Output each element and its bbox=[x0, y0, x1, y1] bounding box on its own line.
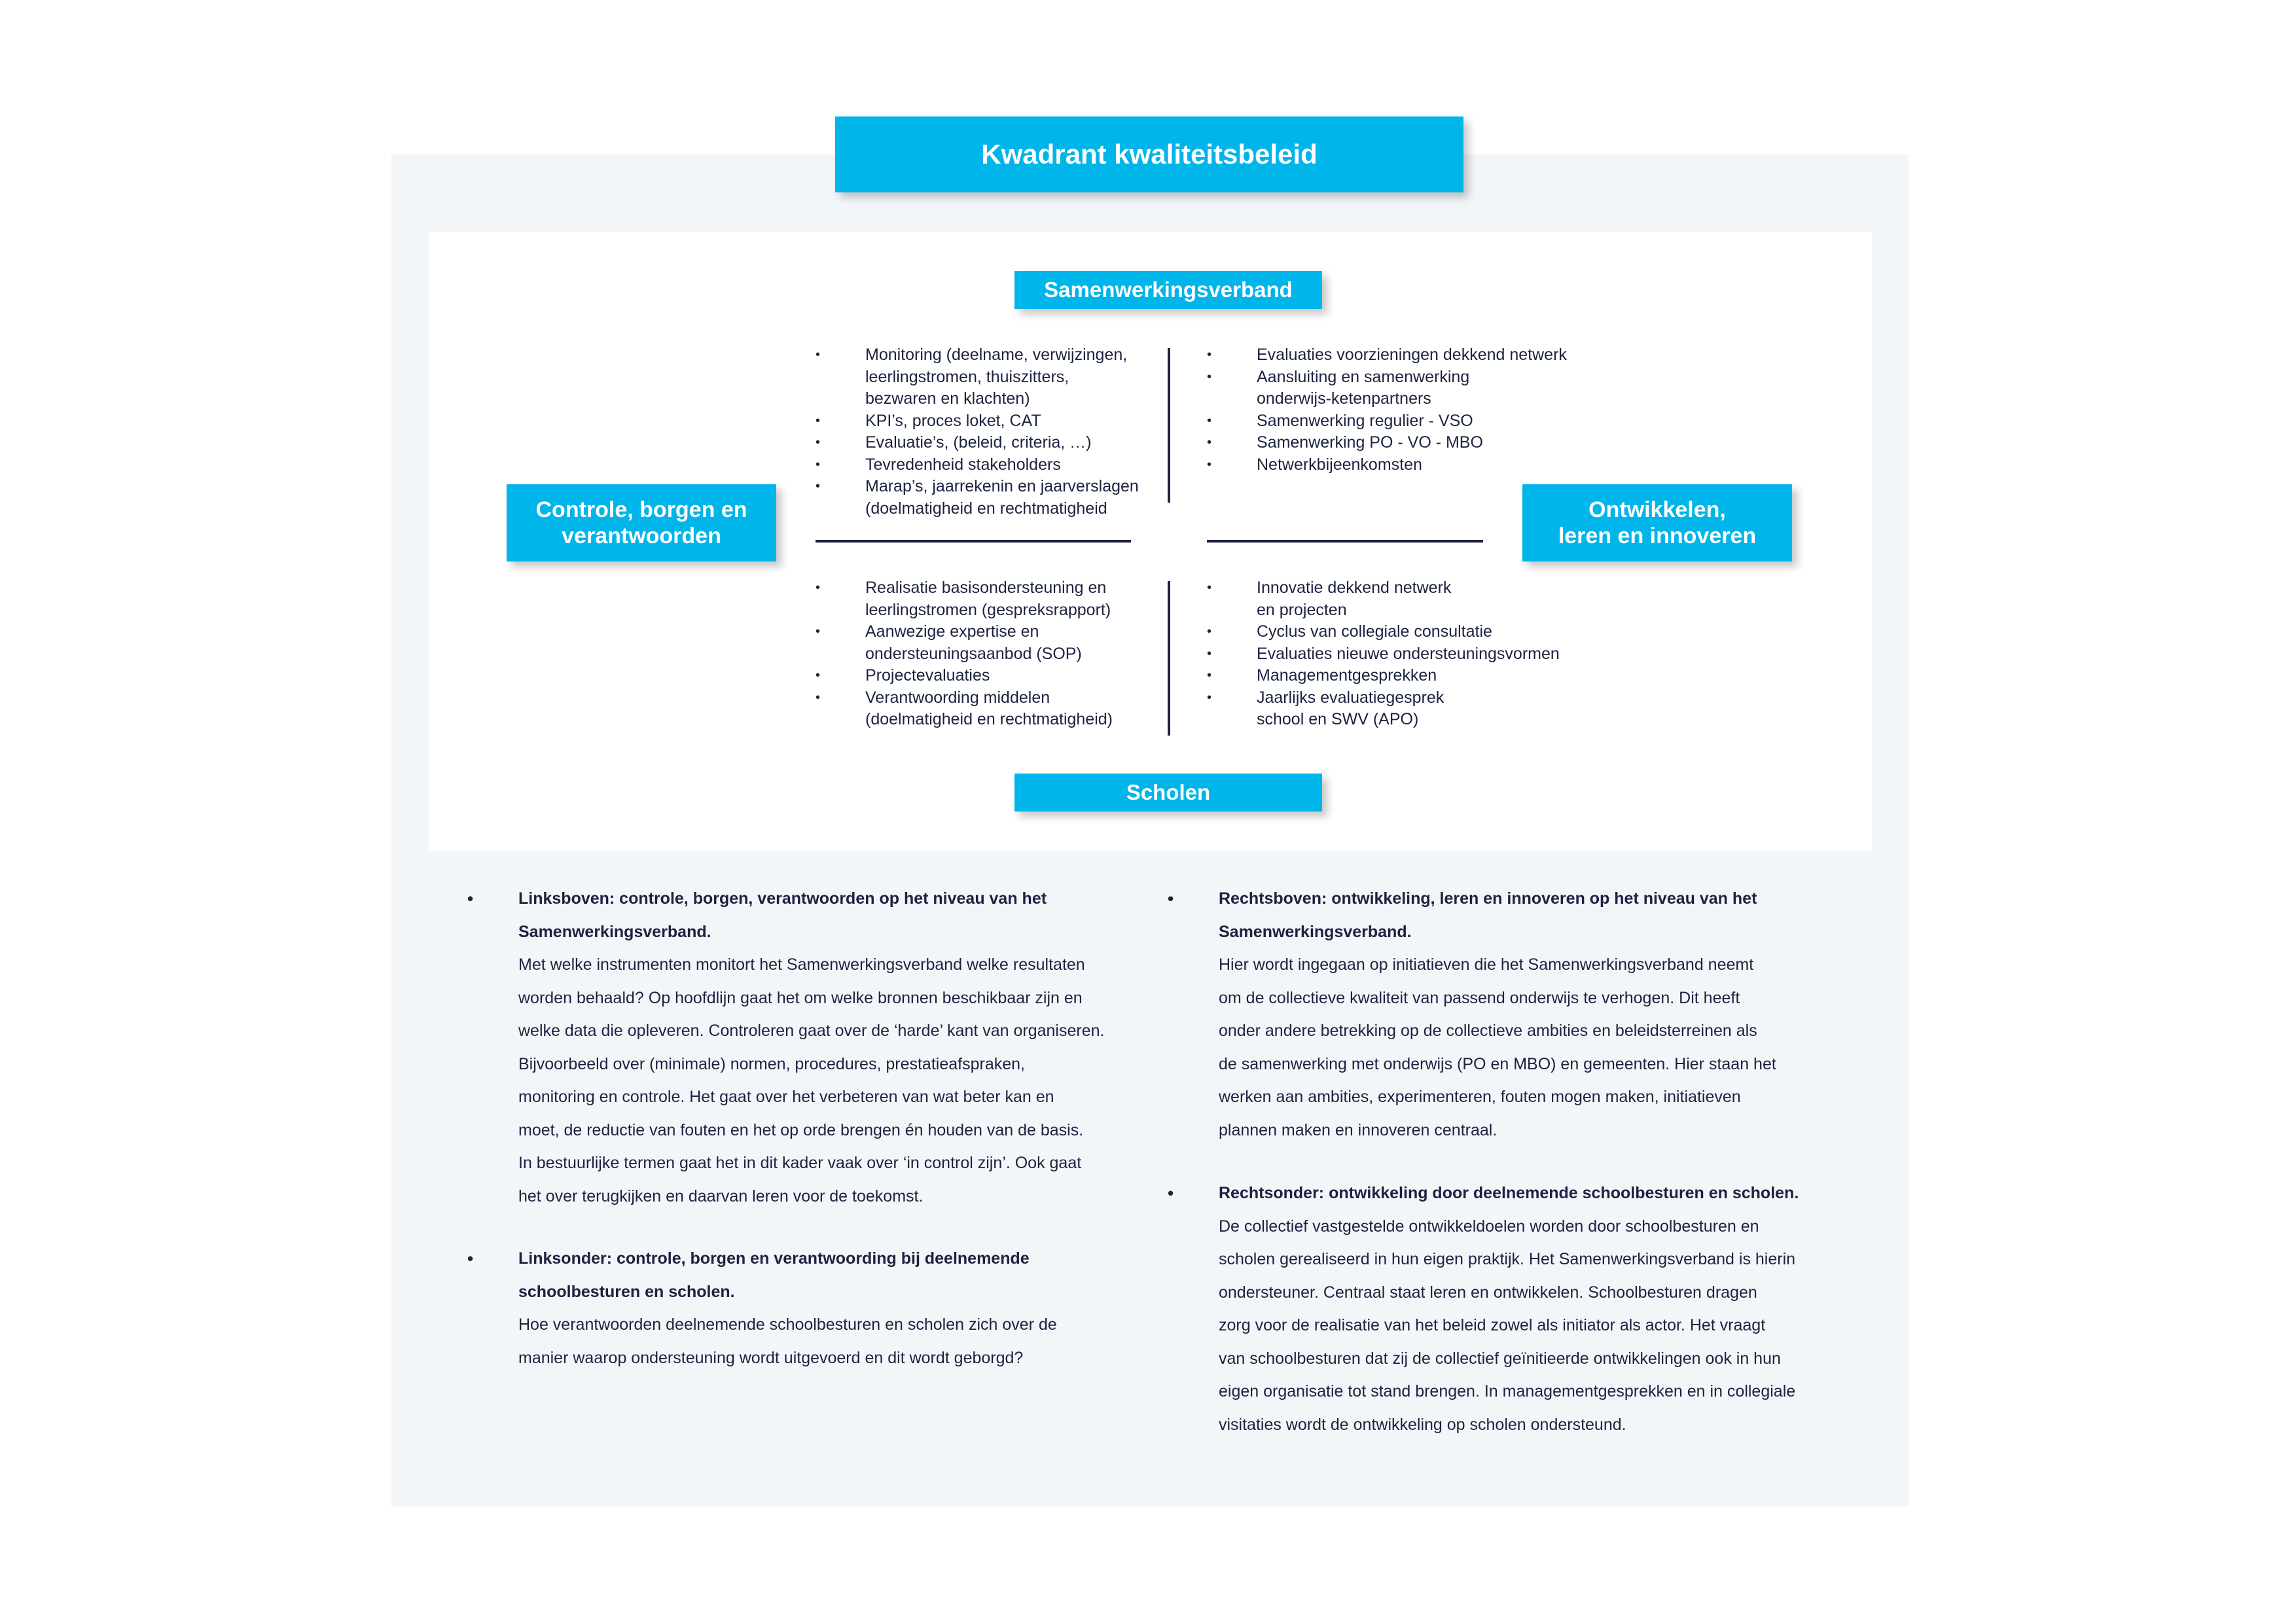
bullet-icon: • bbox=[1168, 1183, 1174, 1203]
list-item-text: • Projectevaluaties bbox=[865, 666, 990, 685]
list-item-text: • Cyclus van collegiale consultatie bbox=[1257, 622, 1492, 641]
list-item bbox=[1207, 410, 1626, 433]
description-text: onder andere betrekking op de collectieve ambities en beleidsterreinen als bbox=[1219, 1022, 1757, 1040]
description-text: Bijvoorbeeld over (minimale) normen, procedures, prestatieafspraken, bbox=[518, 1054, 1025, 1073]
list-item-text: • Samenwerking regulier - VSO bbox=[1257, 411, 1473, 430]
list-item-text: • Evaluaties voorzieningen dekkend netwerk bbox=[1257, 346, 1567, 364]
quadrant-bottom-right-list bbox=[1207, 577, 1626, 731]
divider-vertical-bottom bbox=[1168, 581, 1170, 736]
quadrant-top-left-list bbox=[816, 344, 1162, 520]
axis-label-bottom: Scholen bbox=[1014, 774, 1322, 812]
list-item-text: • Samenwerking PO - VO - MBO bbox=[1257, 433, 1483, 452]
description-text: moet, de reductie van fouten en het op orde brengen én houden van de basis. bbox=[518, 1120, 1084, 1139]
list-item-text: • Evaluatie’s, (beleid, criteria, …) bbox=[865, 433, 1092, 452]
list-item bbox=[1207, 432, 1626, 454]
list-item bbox=[816, 665, 1162, 687]
list-item-text: • Managementgesprekken bbox=[1257, 666, 1437, 685]
list-item bbox=[1207, 454, 1626, 476]
divider-horizontal-left bbox=[816, 540, 1131, 543]
axis-label-right-line: leren en innoveren bbox=[1558, 524, 1757, 548]
list-item-text: • Innovatie dekkend netwerk bbox=[1257, 579, 1452, 597]
bullet-icon: • bbox=[467, 889, 474, 908]
list-item bbox=[1207, 344, 1626, 366]
axis-label-left bbox=[507, 484, 776, 562]
list-item-text: • Aanwezige expertise en bbox=[865, 622, 1039, 641]
list-item bbox=[816, 577, 1162, 621]
list-item bbox=[1207, 621, 1626, 643]
bullet-icon: • bbox=[1168, 889, 1174, 908]
list-item bbox=[816, 476, 1162, 520]
divider-horizontal-right bbox=[1207, 540, 1483, 543]
list-item-text: • KPI’s, proces loket, CAT bbox=[865, 411, 1041, 430]
list-item-text: leerlingstromen (gespreksrapport) bbox=[865, 600, 1111, 619]
list-item-text: • Evaluaties nieuwe ondersteuningsvormen bbox=[1257, 644, 1560, 663]
list-item bbox=[1207, 366, 1626, 410]
axis-label-top: Samenwerkingsverband bbox=[1014, 271, 1322, 309]
list-item-text: leerlingstromen, thuiszitters, bbox=[865, 367, 1069, 386]
description-bottom-right bbox=[1168, 1177, 1880, 1441]
description-text: In bestuurlijke termen gaat het in dit kader vaak over ‘in control zijn’. Ook gaat bbox=[518, 1154, 1082, 1172]
bullet-icon: • bbox=[467, 1249, 474, 1268]
list-item bbox=[816, 454, 1162, 476]
description-heading: Samenwerkingsverband. bbox=[518, 922, 711, 941]
description-text: van schoolbesturen dat zij de collectief geïnitieerde ontwikkelingen ook in hun bbox=[1219, 1349, 1781, 1368]
list-item-text: school en SWV (APO) bbox=[1257, 710, 1419, 728]
description-text: de samenwerking met onderwijs (PO en MBO) en gemeenten. Hier staan het bbox=[1219, 1054, 1776, 1073]
page-title: Kwadrant kwaliteitsbeleid bbox=[835, 116, 1463, 192]
list-item-text: • Tevredenheid stakeholders bbox=[865, 455, 1061, 474]
list-item-text: • Realisatie basisondersteuning en bbox=[865, 579, 1107, 597]
description-heading: Rechtsonder: ontwikkeling door deelnemende schoolbesturen en scholen. bbox=[1219, 1184, 1799, 1202]
axis-label-right bbox=[1522, 484, 1792, 562]
list-item-text: en projecten bbox=[1257, 600, 1347, 619]
description-heading: Samenwerkingsverband. bbox=[1219, 922, 1412, 941]
quadrant-top-right-list bbox=[1207, 344, 1626, 476]
description-text: zorg voor de realisatie van het beleid zowel als initiator als actor. Het vraagt bbox=[1219, 1316, 1766, 1334]
divider-vertical-top bbox=[1168, 348, 1170, 503]
description-bottom-left bbox=[467, 1242, 1179, 1374]
list-item-text: • Verantwoording middelen bbox=[865, 688, 1050, 707]
list-item bbox=[816, 621, 1162, 665]
list-item bbox=[816, 432, 1162, 454]
description-text: het over terugkijken en daarvan leren voor de toekomst. bbox=[518, 1186, 924, 1205]
axis-label-left-line: verantwoorden bbox=[562, 524, 721, 548]
list-item bbox=[816, 344, 1162, 410]
description-heading: Rechtsboven: ontwikkeling, leren en innoveren op het niveau van het bbox=[1219, 889, 1757, 908]
list-item-text: (doelmatigheid en rechtmatigheid) bbox=[865, 710, 1113, 728]
list-item-text: ondersteuningsaanbod (SOP) bbox=[865, 644, 1082, 663]
list-item bbox=[1207, 643, 1626, 666]
description-top-right bbox=[1168, 882, 1880, 1147]
list-item-text: onderwijs-ketenpartners bbox=[1257, 389, 1431, 408]
list-item-text: • Monitoring (deelname, verwijzingen, bbox=[865, 346, 1128, 364]
list-item-text: • Jaarlijks evaluatiegesprek bbox=[1257, 688, 1444, 707]
description-text: worden behaald? Op hoofdlijn gaat het om welke bronnen beschikbaar zijn en bbox=[518, 988, 1083, 1007]
axis-label-right-line: Ontwikkelen, bbox=[1588, 497, 1726, 522]
description-text: om de collectieve kwaliteit van passend onderwijs te verhogen. Dit heeft bbox=[1219, 988, 1740, 1007]
description-text: werken aan ambities, experimenteren, fouten mogen maken, initiatieven bbox=[1219, 1088, 1741, 1106]
list-item-text: • Netwerkbijeenkomsten bbox=[1257, 455, 1422, 474]
description-text: visitaties wordt de ontwikkeling op scholen ondersteund. bbox=[1219, 1415, 1626, 1434]
description-text: ondersteuner. Centraal staat leren en ontwikkelen. Schoolbesturen dragen bbox=[1219, 1283, 1757, 1302]
list-item bbox=[1207, 577, 1626, 621]
description-text: eigen organisatie tot stand brengen. In managementgesprekken en in collegiale bbox=[1219, 1382, 1796, 1400]
quadrant-bottom-left-list bbox=[816, 577, 1162, 731]
list-item bbox=[1207, 687, 1626, 731]
list-item bbox=[816, 410, 1162, 433]
description-text: Met welke instrumenten monitort het Samenwerkingsverband welke resultaten bbox=[518, 955, 1085, 974]
list-item bbox=[1207, 665, 1626, 687]
description-heading: Linksonder: controle, borgen en verantwoording bij deelnemende bbox=[518, 1249, 1030, 1268]
description-text: plannen maken en innoveren centraal. bbox=[1219, 1120, 1498, 1139]
list-item-text: bezwaren en klachten) bbox=[865, 389, 1030, 408]
description-text: Hier wordt ingegaan op initiatieven die het Samenwerkingsverband neemt bbox=[1219, 955, 1754, 974]
description-text: De collectief vastgestelde ontwikkeldoelen worden door schoolbesturen en bbox=[1219, 1217, 1759, 1236]
description-heading: schoolbesturen en scholen. bbox=[518, 1282, 735, 1301]
description-text: scholen gerealiseerd in hun eigen praktijk. Het Samenwerkingsverband is hierin bbox=[1219, 1250, 1796, 1268]
description-text: manier waarop ondersteuning wordt uitgevoerd en dit wordt geborgd? bbox=[518, 1348, 1024, 1367]
description-text: welke data die opleveren. Controleren gaat over de ‘harde’ kant van organiseren. bbox=[518, 1022, 1105, 1040]
description-text: monitoring en controle. Het gaat over het verbeteren van wat beter kan en bbox=[518, 1088, 1054, 1106]
description-heading: Linksboven: controle, borgen, verantwoorden op het niveau van het bbox=[518, 889, 1047, 908]
list-item-text: (doelmatigheid en rechtmatigheid bbox=[865, 499, 1107, 518]
list-item-text: • Marap’s, jaarrekenin en jaarverslagen bbox=[865, 477, 1139, 495]
list-item-text: • Aansluiting en samenwerking bbox=[1257, 367, 1470, 386]
list-item bbox=[816, 687, 1162, 731]
axis-label-left-line: Controle, borgen en bbox=[535, 497, 747, 522]
description-text: Hoe verantwoorden deelnemende schoolbesturen en scholen zich over de bbox=[518, 1315, 1057, 1334]
description-top-left bbox=[467, 882, 1179, 1213]
